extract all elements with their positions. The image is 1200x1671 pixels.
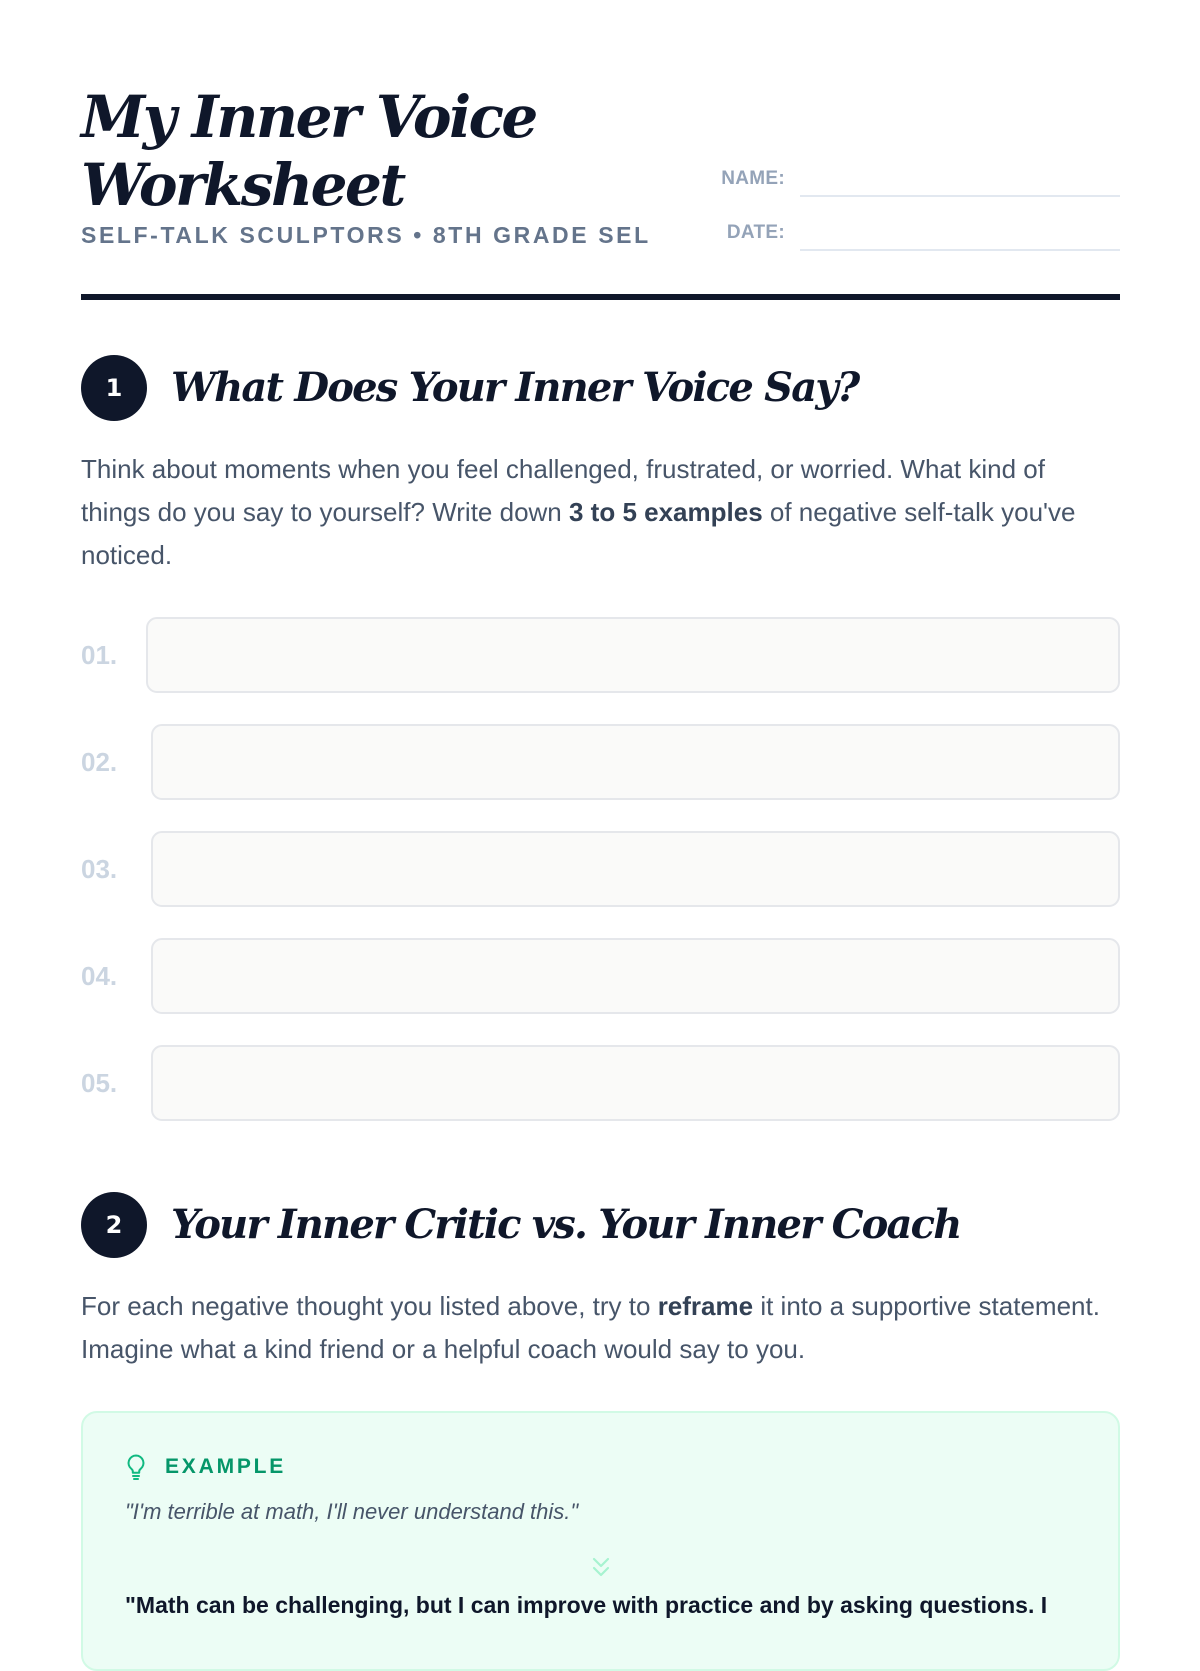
answer-row (81, 938, 1120, 1018)
date-field[interactable] (681, 214, 1120, 254)
section-1-title: What Does Your Inner Voice Say? (171, 364, 859, 411)
answer-number: 02. (81, 747, 118, 777)
section-1-number-badge: 1 (81, 355, 147, 421)
answer-number: 04. (81, 961, 118, 991)
answer-input[interactable] (151, 1045, 1120, 1121)
section-2-title: Your Inner Critic vs. Your Inner Coach (171, 1201, 961, 1248)
answer-row (81, 1045, 1120, 1125)
section-2-number-badge: 2 (81, 1192, 147, 1258)
section-2-instructions-emphasis: reframe (657, 1291, 754, 1321)
section-2-instructions (81, 1285, 1120, 1371)
section-1-instructions-text: Think about moments when you feel challenged, frustrated, or worried. What kind of things do you say to yourself? Write down (81, 454, 1045, 527)
reframed-thought: "Math can be challenging, but I can improve with practice and by asking questions. I (125, 1592, 1048, 1618)
section-1-instructions-text-end: of negative self-talk you've noticed. (81, 497, 1076, 570)
negative-thought-quote: "I'm terrible at math, I'll never understand this." (125, 1499, 579, 1524)
answer-row (81, 724, 1120, 804)
answer-number: 01. (81, 640, 118, 670)
lightbulb-icon (125, 1453, 147, 1481)
section-2-instructions-text: For each negative thought you listed above, try to (81, 1291, 658, 1321)
answer-input[interactable] (151, 831, 1120, 907)
section-2-heading (81, 1192, 1120, 1262)
section-1-instructions-emphasis: 3 to 5 examples (569, 497, 763, 527)
header-divider (81, 294, 1120, 300)
example-card (81, 1411, 1120, 1671)
answer-row (81, 617, 1120, 697)
name-label: NAME: (721, 168, 785, 189)
name-input-line[interactable] (800, 195, 1120, 197)
answer-number: 03. (81, 854, 118, 884)
section-1-heading (81, 355, 1120, 425)
answer-row (81, 831, 1120, 911)
name-field[interactable] (681, 160, 1120, 200)
section-1-instructions (81, 448, 1120, 577)
answer-input[interactable] (146, 617, 1120, 693)
example-label: EXAMPLE (165, 1455, 287, 1478)
chevrons-down-icon (590, 1555, 612, 1581)
answer-input[interactable] (151, 938, 1120, 1014)
page-title: My Inner Voice Worksheet (81, 83, 536, 219)
page-subtitle: SELF-TALK SCULPTORS • 8TH GRADE SEL (81, 222, 651, 248)
date-input-line[interactable] (800, 249, 1120, 251)
answer-number: 05. (81, 1068, 118, 1098)
worksheet-page (81, 0, 1120, 1618)
date-label: DATE: (726, 222, 785, 243)
answer-input[interactable] (151, 724, 1120, 800)
worksheet-header (81, 0, 1120, 300)
section-2-instructions-text-end: it into a supportive statement. Imagine what a kind friend or a helpful coach would say to you. (81, 1291, 1100, 1364)
